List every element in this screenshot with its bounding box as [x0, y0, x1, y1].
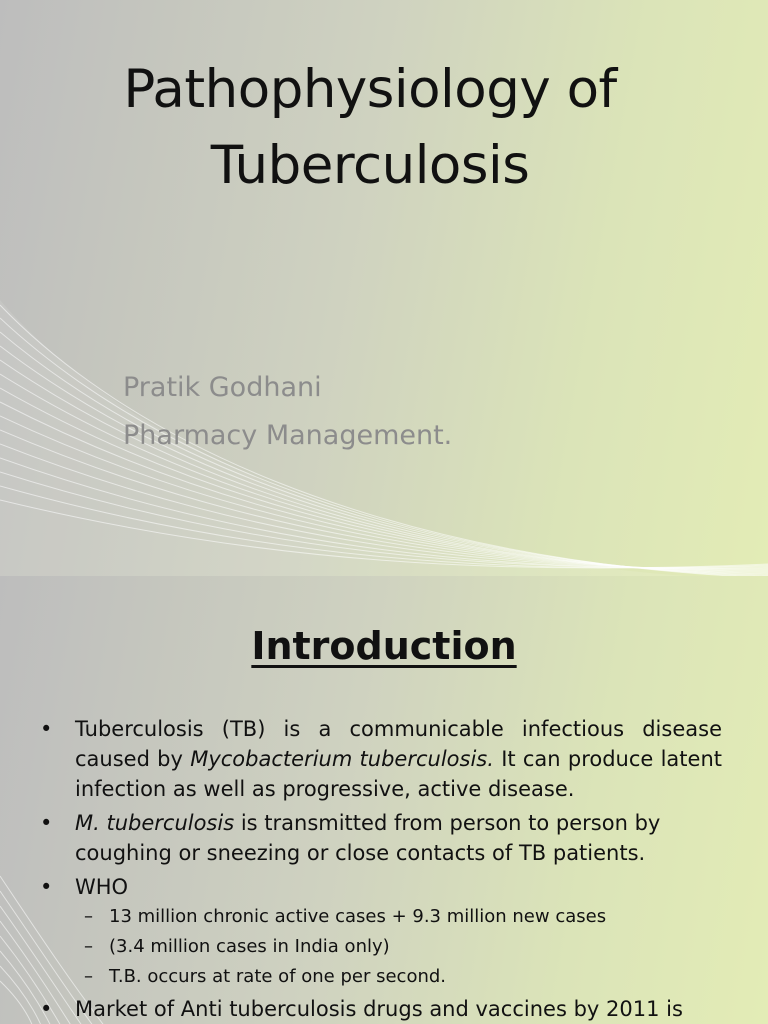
sub-bullet-item [40, 932, 722, 962]
bullet-glyph: • [40, 997, 53, 1021]
intro-content [40, 714, 722, 1024]
bullet-glyph: • [40, 717, 53, 741]
department-name: Pharmacy Management. [123, 420, 453, 451]
bullet-italic: Mycobacterium tuberculosis. [190, 747, 494, 771]
introduction-slide [0, 576, 768, 1024]
bullet-text: It can produce latent infection as well as progressive, active disease. [75, 747, 722, 801]
bullet-glyph: • [40, 875, 53, 899]
bullet-item [40, 872, 722, 902]
bullet-text: WHO [75, 875, 129, 899]
bullet-text: is transmitted from person to person by coughing or sneezing or close contacts of TB patients. [75, 811, 661, 865]
bullet-item [40, 714, 722, 804]
bullet-text: Market of Anti tuberculosis drugs and vaccines by 2011 is [75, 997, 683, 1021]
bullet-glyph: • [40, 811, 53, 835]
sub-bullet-text: (3.4 million cases in India only) [109, 936, 390, 957]
sub-bullet-text: 13 million chronic active cases + 9.3 million new cases [109, 906, 607, 927]
intro-heading: Introduction [251, 624, 517, 668]
bullet-item [40, 994, 722, 1024]
bullet-item [40, 808, 722, 868]
dash-glyph: – [84, 906, 93, 927]
dash-glyph: – [84, 936, 93, 957]
slide-subtitle [123, 364, 452, 460]
sub-bullet-item [40, 902, 722, 932]
author-name: Pratik Godhani [123, 372, 322, 403]
slide-title [60, 52, 680, 204]
title-line-1: Pathophysiology of [123, 59, 617, 120]
sub-bullet-item [40, 962, 722, 992]
title-line-2: Tuberculosis [210, 135, 530, 196]
sub-bullet-text: T.B. occurs at rate of one per second. [109, 966, 447, 987]
bullet-text: Tuberculosis (TB) is a communicable infectious disease caused by [75, 717, 722, 771]
dash-glyph: – [84, 966, 93, 987]
bullet-italic: M. tuberculosis [75, 811, 235, 835]
